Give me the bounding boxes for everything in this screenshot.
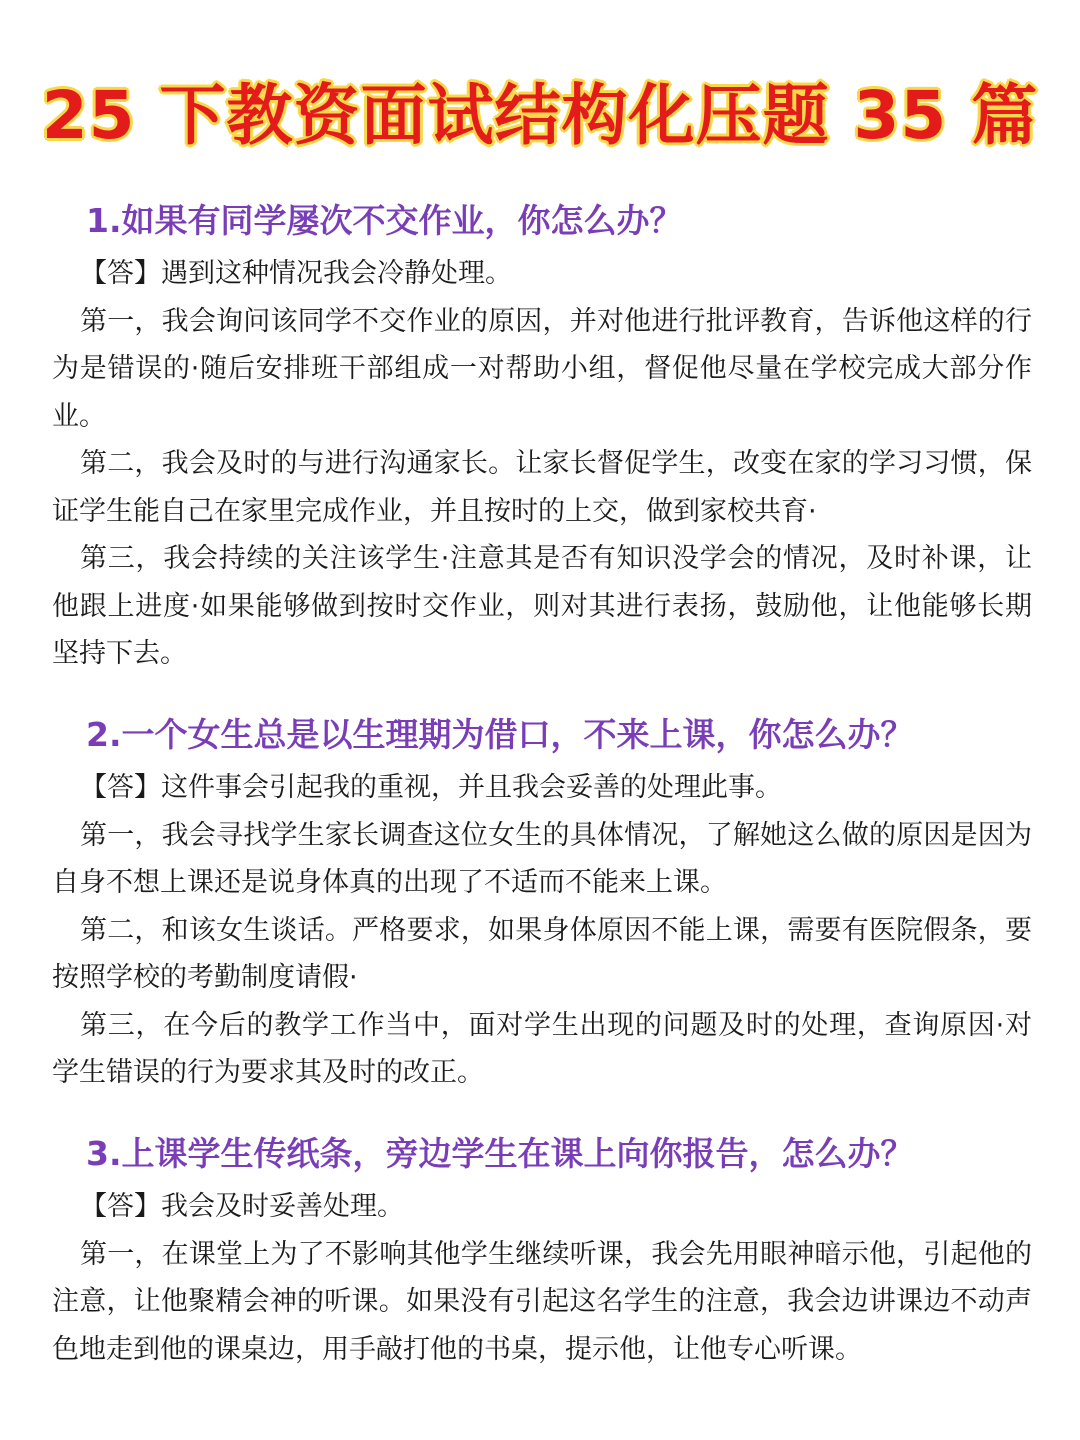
answer-intro: 【答】遇到这种情况我会冷静处理。 xyxy=(80,258,512,289)
question-heading: 2.一个女生总是以生理期为借口，不来上课，你怎么办？ xyxy=(86,715,914,754)
answer-paragraph: 第三，在今后的教学工作当中，面对学生出现的问题及时的处理，查询原因·对学生错误的行为要求其及时的改正。 xyxy=(52,1009,1032,1088)
question-heading: 1.如果有同学屡次不交作业，你怎么办？ xyxy=(86,201,683,240)
question-section-3 xyxy=(52,1131,1032,1373)
answer-intro: 【答】我会及时妥善处理。 xyxy=(80,1191,404,1222)
answer-paragraph: 第三，我会持续的关注该学生·注意其是否有知识没学会的情况，及时补课，让他跟上进度·如果能够做到按时交作业，则对其进行表扬，鼓励他，让他能够长期坚持下去。 xyxy=(52,543,1032,669)
answer-intro: 【答】这件事会引起我的重视，并且我会妥善的处理此事。 xyxy=(80,772,782,803)
answer-paragraph: 第一，我会寻找学生家长调查这位女生的具体情况，了解她这么做的原因是因为自身不想上课还是说身体真的出现了不适而不能来上课。 xyxy=(52,819,1032,898)
answer-paragraph: 第一，在课堂上为了不影响其他学生继续听课，我会先用眼神暗示他，引起他的注意，让他聚精会神的听课。如果没有引起这名学生的注意，我会边讲课边不动声色地走到他的课桌边，用手敲打他的书桌，提示他，让他专心听课。 xyxy=(52,1238,1032,1365)
question-section-2 xyxy=(52,712,1032,1097)
answer-paragraph: 第一，我会询问该同学不交作业的原因，并对他进行批评教育，告诉他这样的行为是错误的·随后安排班干部组成一对帮助小组，督促他尽量在学校完成大部分作业。 xyxy=(52,305,1032,432)
question-section-1 xyxy=(52,198,1032,678)
question-heading: 3.上课学生传纸条，旁边学生在课上向你报告，怎么办？ xyxy=(86,1134,914,1173)
answer-paragraph: 第二，和该女生谈话。严格要求，如果身体原因不能上课，需要有医院假条，要按照学校的考勤制度请假· xyxy=(52,914,1032,993)
page-title: 25 下教资面试结构化压题 35 篇 xyxy=(41,77,1039,154)
answer-paragraph: 第二，我会及时的与进行沟通家长。让家长督促学生，改变在家的学习习惯，保证学生能自己在家里完成作业，并且按时的上交，做到家校共育· xyxy=(52,448,1032,527)
